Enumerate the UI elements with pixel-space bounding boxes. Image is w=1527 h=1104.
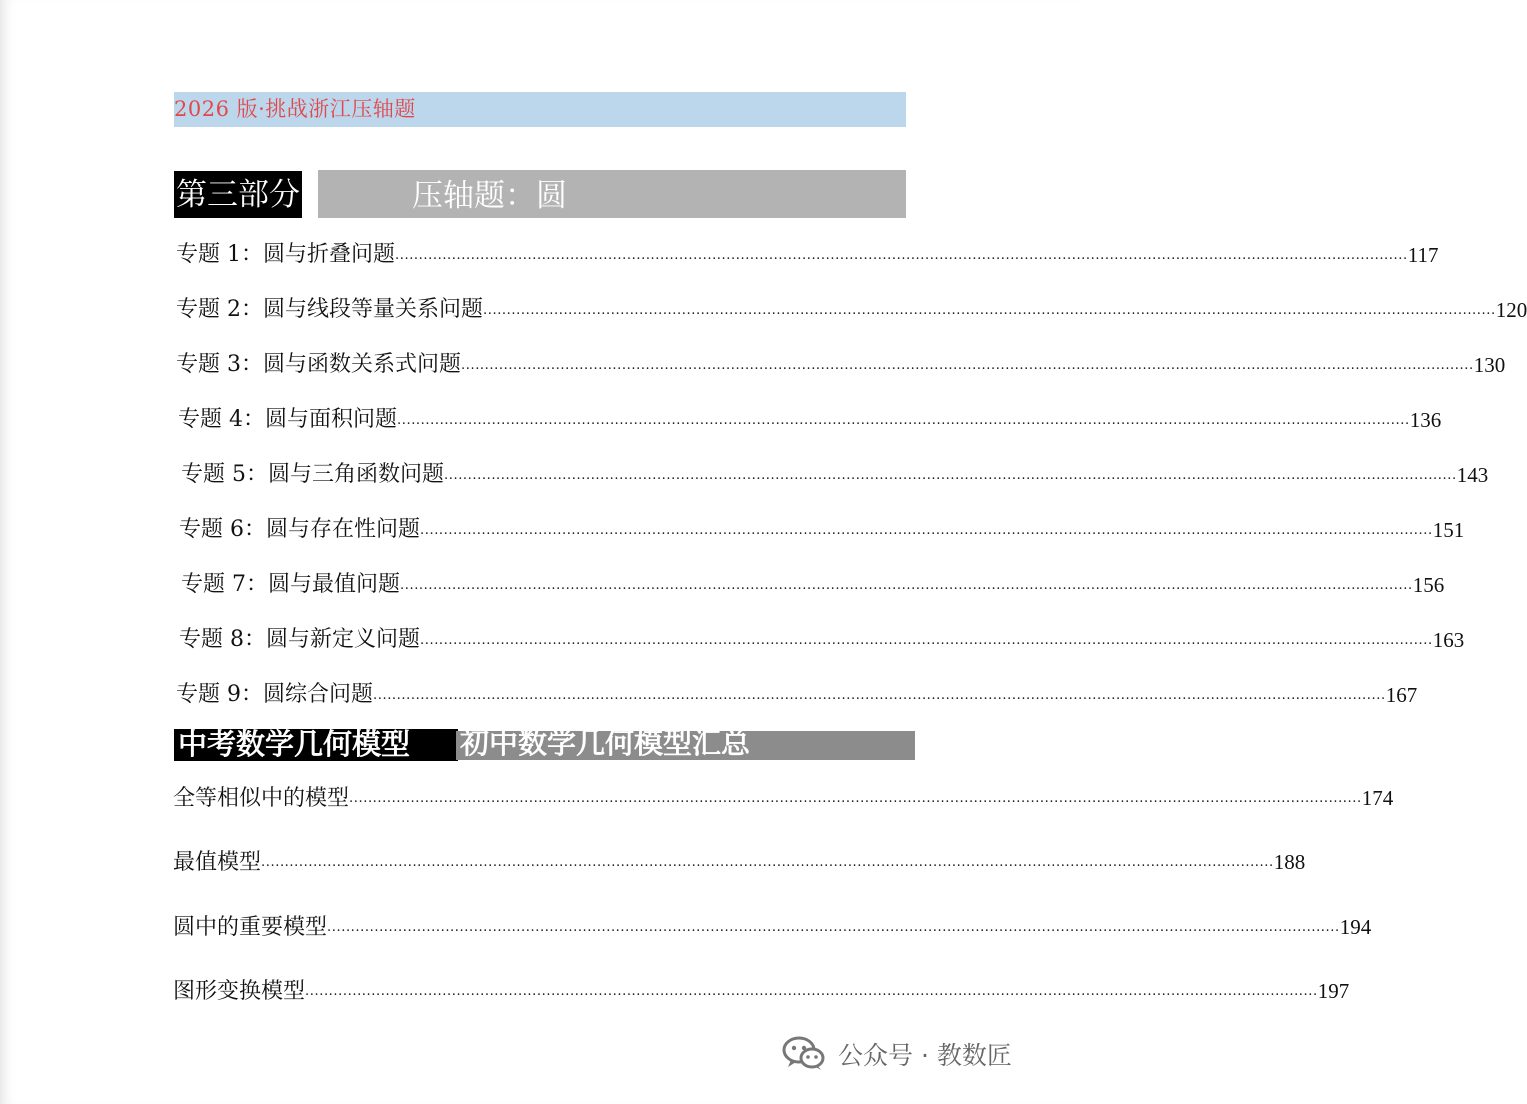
toc-leader: ...................................................................................................................................................................................................................... xyxy=(261,855,1274,870)
toc-entry-page: 156 xyxy=(1412,573,1445,597)
toc-entry[interactable] xyxy=(176,675,1418,709)
toc-entry-page: 151 xyxy=(1432,518,1465,542)
toc-leader: ...................................................................................................................................................................................................................... xyxy=(420,633,1433,648)
toc-entry-page: 163 xyxy=(1432,628,1465,652)
toc-leader: ...................................................................................................................................................................................................................... xyxy=(397,413,1410,428)
toc-entry-page: 130 xyxy=(1473,353,1506,377)
toc-entry-page: 197 xyxy=(1317,979,1350,1003)
section-title-bar xyxy=(318,170,906,218)
toc-leader: ...................................................................................................................................................................................................................... xyxy=(444,468,1457,483)
toc-leader: ...................................................................................................................................................................................................................... xyxy=(461,358,1474,373)
toc-entry[interactable] xyxy=(179,510,1465,544)
toc-entry-page: 120 xyxy=(1495,298,1527,322)
toc-entry-page: 167 xyxy=(1385,683,1418,707)
toc-entry-title: 专题 6：圆与存在性问题 xyxy=(179,517,420,542)
section-title: 压轴题：圆 xyxy=(412,178,567,213)
toc-entry-title: 图形变换模型 xyxy=(173,978,306,1003)
toc-entry[interactable] xyxy=(176,235,1439,269)
toc-entry-page: 174 xyxy=(1361,786,1394,810)
section-label: 第三部分 xyxy=(174,171,302,218)
toc-leader: ...................................................................................................................................................................................................................... xyxy=(327,920,1340,935)
toc-entry-title: 专题 8：圆与新定义问题 xyxy=(179,627,420,652)
toc-entry-title: 专题 2：圆与线段等量关系问题 xyxy=(176,297,483,322)
toc-leader: ...................................................................................................................................................................................................................... xyxy=(349,791,1362,806)
toc-entry-page: 194 xyxy=(1339,915,1372,939)
toc-entry[interactable] xyxy=(178,400,1442,434)
toc-leader: ...................................................................................................................................................................................................................... xyxy=(400,578,1413,593)
toc-entry[interactable] xyxy=(173,842,1306,876)
toc-leader: ...................................................................................................................................................................................................................... xyxy=(305,984,1318,999)
toc-entry[interactable] xyxy=(173,907,1372,941)
toc-entry-title: 专题 5：圆与三角函数问题 xyxy=(181,462,444,487)
toc-entry-title: 专题 3：圆与函数关系式问题 xyxy=(176,352,461,377)
watermark-text: 公众号 · 教数匠 xyxy=(838,1041,1012,1070)
toc-entry[interactable] xyxy=(179,620,1465,654)
toc-entry-page: 117 xyxy=(1407,243,1439,267)
toc-entry[interactable] xyxy=(181,565,1445,599)
toc-entry-title: 专题 1：圆与折叠问题 xyxy=(176,242,395,267)
header-title: 2026 版·挑战浙江压轴题 xyxy=(174,97,416,121)
toc-leader: ...................................................................................................................................................................................................................... xyxy=(373,688,1386,703)
toc-entry[interactable] xyxy=(176,290,1527,324)
toc-entry-title: 全等相似中的模型 xyxy=(173,785,350,810)
section-title: 初中数学几何模型汇总 xyxy=(460,728,751,760)
watermark xyxy=(782,1034,1012,1074)
toc-entry[interactable] xyxy=(176,345,1506,379)
toc-leader: ...................................................................................................................................................................................................................... xyxy=(395,248,1408,263)
toc-entry[interactable] xyxy=(173,971,1350,1005)
toc-leader: ...................................................................................................................................................................................................................... xyxy=(420,523,1433,538)
toc-entry-page: 143 xyxy=(1456,463,1489,487)
toc-entry[interactable] xyxy=(173,778,1394,812)
toc-entry-title: 专题 7：圆与最值问题 xyxy=(181,572,400,597)
wechat-icon xyxy=(782,1036,826,1072)
toc-entry-title: 专题 4：圆与面积问题 xyxy=(178,407,397,432)
toc-entry-page: 136 xyxy=(1409,408,1442,432)
toc-entry[interactable] xyxy=(181,455,1489,489)
toc-entry-title: 最值模型 xyxy=(173,849,262,874)
toc-entry-page: 188 xyxy=(1273,850,1306,874)
toc-leader: ...................................................................................................................................................................................................................... xyxy=(483,303,1496,318)
toc-entry-title: 圆中的重要模型 xyxy=(173,914,328,939)
section-label: 中考数学几何模型 xyxy=(174,729,458,761)
toc-entry-title: 专题 9：圆综合问题 xyxy=(176,682,373,707)
